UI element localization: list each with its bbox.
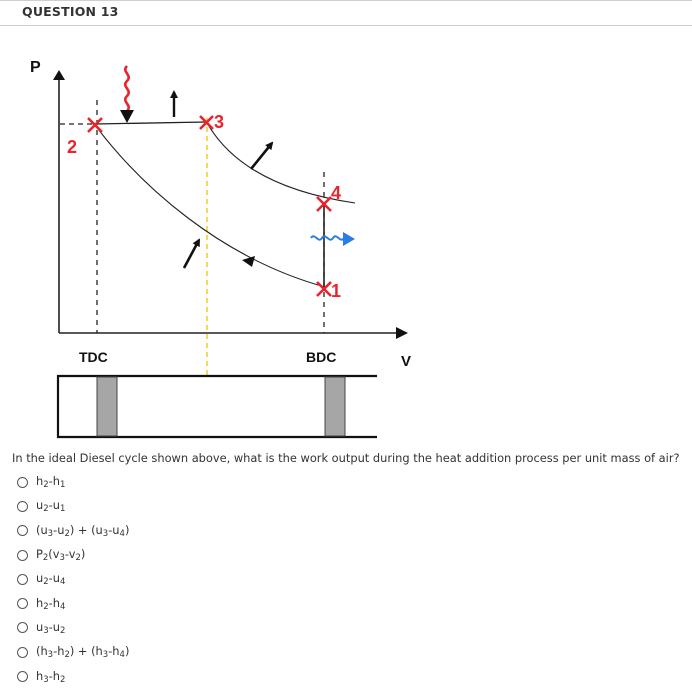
point-1-label: 1 [331, 281, 342, 301]
question-header [0, 0, 692, 26]
answer-option-label: $h_3-h_2$ [36, 668, 66, 685]
radio-button[interactable] [17, 574, 28, 585]
piston-tdc [97, 377, 117, 436]
v-axis-label: V [401, 353, 412, 370]
question-title: QUESTION 13 [22, 4, 119, 19]
answer-option[interactable] [17, 470, 129, 494]
compression-curve [95, 125, 325, 287]
answer-options [17, 470, 129, 689]
answer-option-label: $(u_3-u_2) + (u_3-u_4)$ [36, 522, 130, 539]
expansion-work-arrow [251, 143, 272, 169]
heat-input-squiggle [125, 66, 128, 111]
bdc-label: BDC [306, 349, 337, 365]
point-2-marker [88, 118, 102, 132]
radio-button[interactable] [17, 622, 28, 633]
tdc-label: TDC [79, 349, 108, 365]
radio-button[interactable] [17, 477, 28, 488]
p-axis-arrow [53, 70, 65, 80]
radio-button[interactable] [17, 598, 28, 609]
answer-option[interactable] [17, 616, 129, 640]
radio-button[interactable] [17, 671, 28, 682]
heat-rejection-squiggle [311, 236, 344, 239]
diesel-cycle-diagram [0, 25, 692, 445]
answer-option[interactable] [17, 543, 129, 567]
radio-button[interactable] [17, 647, 28, 658]
answer-option-label: $u_2-u_1$ [36, 498, 66, 515]
radio-button[interactable] [17, 525, 28, 536]
answer-option-label: $h_2-h_1$ [36, 474, 66, 491]
piston-bdc [325, 377, 345, 436]
answer-option-label: $P_2(v_3-v_2)$ [36, 547, 86, 564]
answer-option-label: $u_3-u_2$ [36, 619, 66, 636]
answer-option[interactable] [17, 519, 129, 543]
point-3-label: 3 [214, 112, 225, 132]
point-4-label: 4 [331, 183, 342, 203]
compression-work-arrow [184, 240, 199, 268]
heat-input-arrow [120, 110, 134, 123]
answer-option-label: $(h_3-h_2) + (h_3-h_4)$ [36, 644, 130, 661]
radio-button[interactable] [17, 501, 28, 512]
radio-button[interactable] [17, 550, 28, 561]
answer-option[interactable] [17, 640, 129, 664]
p-axis-label: P [30, 59, 41, 76]
answer-option[interactable] [17, 567, 129, 591]
answer-option[interactable] [17, 591, 129, 615]
point-2-label: 2 [67, 137, 78, 157]
answer-option[interactable] [17, 664, 129, 688]
v-axis-arrow [396, 327, 408, 339]
answer-option-label: $h_2-h_4$ [36, 595, 66, 612]
heat-addition-line [95, 122, 206, 124]
question-text: In the ideal Diesel cycle shown above, what is the work output during the heat addition process per unit mass of air? [12, 451, 680, 465]
compression-direction-arrow [242, 256, 255, 267]
heat-rejection-arrow [343, 232, 355, 246]
answer-option-label: $u_2-u_4$ [36, 571, 66, 588]
answer-option[interactable] [17, 494, 129, 518]
